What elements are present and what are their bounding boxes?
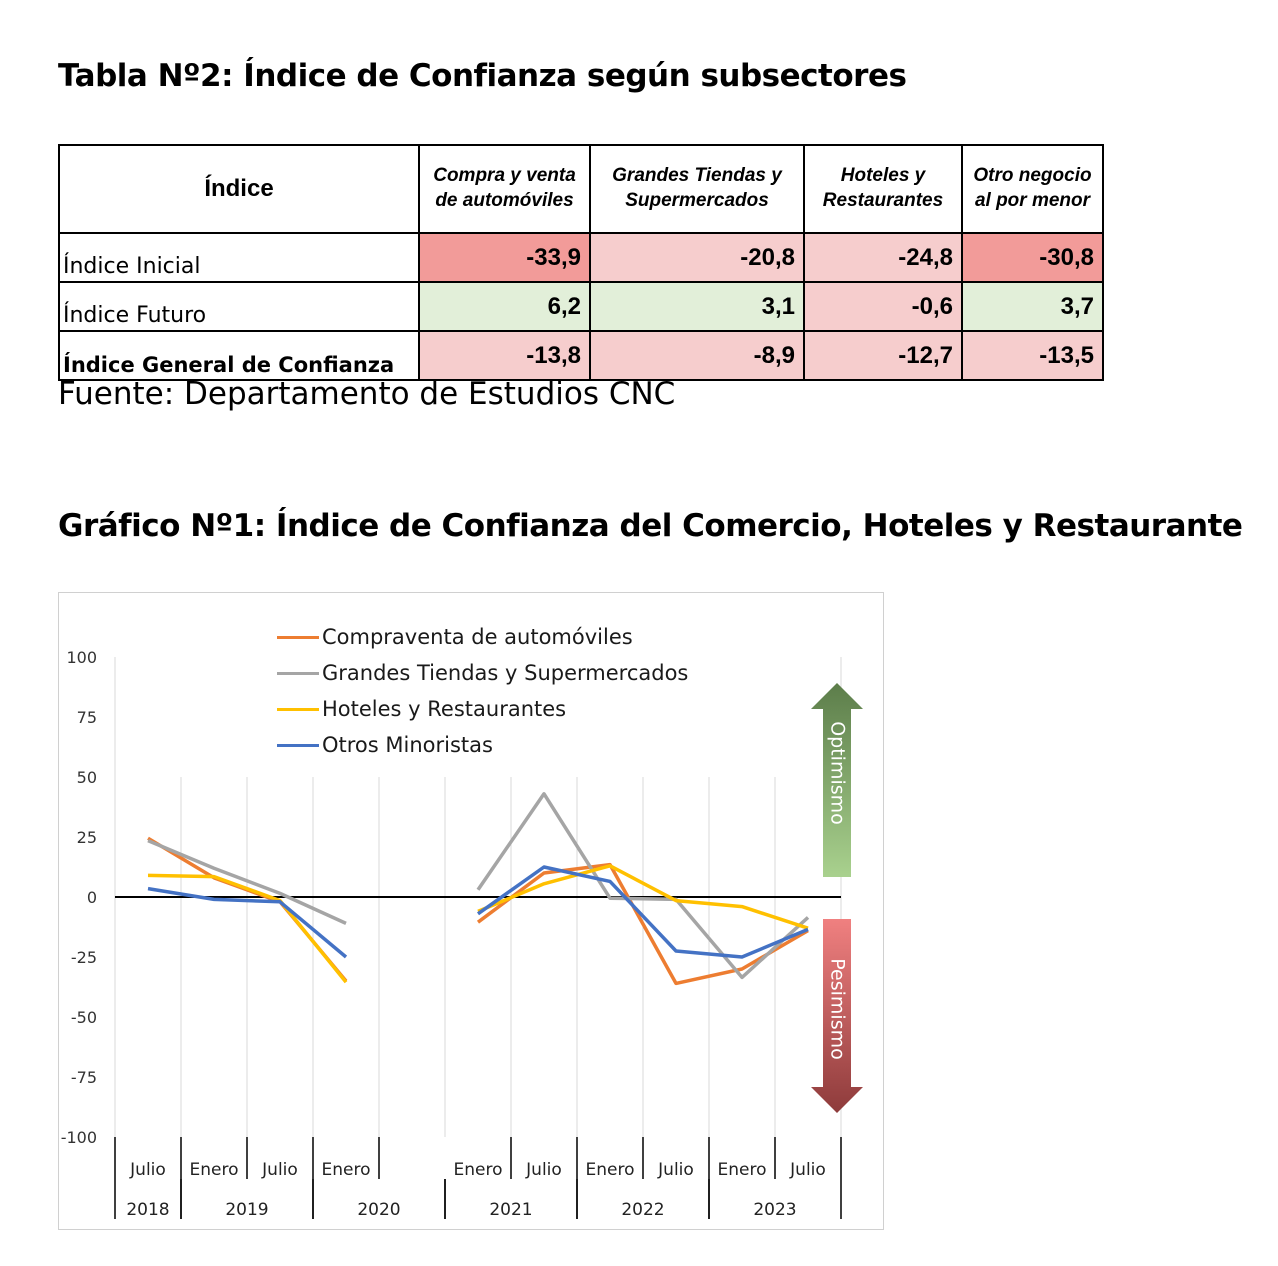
x-period-label: Enero <box>585 1160 635 1180</box>
legend-label: Otros Minoristas <box>322 733 493 757</box>
table-cell: -13,8 <box>419 331 590 380</box>
x-period-label: Enero <box>189 1160 239 1180</box>
legend-item <box>277 691 688 727</box>
x-period-label: Enero <box>717 1160 767 1180</box>
x-period-label: Enero <box>321 1160 371 1180</box>
table-row <box>59 233 1103 282</box>
table-cell: -0,6 <box>804 282 962 331</box>
y-tick-label: -75 <box>70 1068 97 1087</box>
y-tick-label: 100 <box>66 648 97 667</box>
x-year-label: 2023 <box>753 1200 797 1220</box>
table-cell: -13,5 <box>962 331 1103 380</box>
x-year-label: 2021 <box>489 1200 533 1220</box>
table-title: Tabla Nº2: Índice de Confianza según subsectores <box>58 58 907 94</box>
legend-item <box>277 619 688 655</box>
x-period-label: Julio <box>526 1160 562 1180</box>
table-cell: -8,9 <box>590 331 804 380</box>
x-period-label: Julio <box>130 1160 166 1180</box>
table-cell: 3,1 <box>590 282 804 331</box>
row-label: Índice General de Confianza <box>59 331 419 380</box>
header-col-1: Compra y venta de automóviles <box>419 145 590 233</box>
y-tick-label: 0 <box>86 888 97 907</box>
y-tick-label: -25 <box>70 948 97 967</box>
source-note: Fuente: Departamento de Estudios CNC <box>58 376 676 412</box>
line-chart <box>58 592 884 1230</box>
row-label: Índice Inicial <box>59 233 419 282</box>
table-cell: -24,8 <box>804 233 962 282</box>
confidence-table <box>58 144 1104 381</box>
table-cell: 3,7 <box>962 282 1103 331</box>
y-tick-label: 25 <box>76 828 97 847</box>
x-year-label: 2022 <box>621 1200 665 1220</box>
table-row <box>59 331 1103 380</box>
table-row <box>59 282 1103 331</box>
chart-title: Gráfico Nº1: Índice de Confianza del Comercio, Hoteles y Restaurante <box>58 508 1243 544</box>
optimism-label: Optimismo <box>826 721 849 825</box>
legend-swatch <box>277 744 319 747</box>
y-tick-label: 75 <box>76 708 97 727</box>
table-cell: -33,9 <box>419 233 590 282</box>
x-period-label: Julio <box>658 1160 694 1180</box>
pessimism-label: Pesimismo <box>826 958 849 1060</box>
table-cell: -30,8 <box>962 233 1103 282</box>
legend-label: Hoteles y Restaurantes <box>322 697 567 721</box>
legend-item <box>277 727 688 763</box>
legend-label: Compraventa de automóviles <box>322 625 633 649</box>
table-cell: 6,2 <box>419 282 590 331</box>
y-tick-label: -50 <box>70 1008 97 1027</box>
table-header-row <box>59 145 1103 233</box>
x-period-label: Julio <box>262 1160 298 1180</box>
table-cell: -20,8 <box>590 233 804 282</box>
y-tick-label: -100 <box>60 1128 97 1147</box>
legend-swatch <box>277 708 319 711</box>
legend-swatch <box>277 636 319 639</box>
header-col-2: Grandes Tiendas y Supermercados <box>590 145 804 233</box>
x-year-label: 2019 <box>225 1200 269 1220</box>
header-col-4: Otro negocio al por menor <box>962 145 1103 233</box>
header-col-3: Hoteles y Restaurantes <box>804 145 962 233</box>
y-tick-label: 50 <box>76 768 97 787</box>
table-cell: -12,7 <box>804 331 962 380</box>
legend-label: Grandes Tiendas y Supermercados <box>322 661 689 685</box>
legend-item <box>277 655 688 691</box>
chart-legend <box>277 619 688 763</box>
x-year-label: 2018 <box>126 1200 170 1220</box>
legend-swatch <box>277 672 319 675</box>
x-period-label: Enero <box>453 1160 503 1180</box>
header-index: Índice <box>59 145 419 233</box>
x-year-label: 2020 <box>357 1200 401 1220</box>
x-period-label: Julio <box>790 1160 826 1180</box>
row-label: Índice Futuro <box>59 282 419 331</box>
